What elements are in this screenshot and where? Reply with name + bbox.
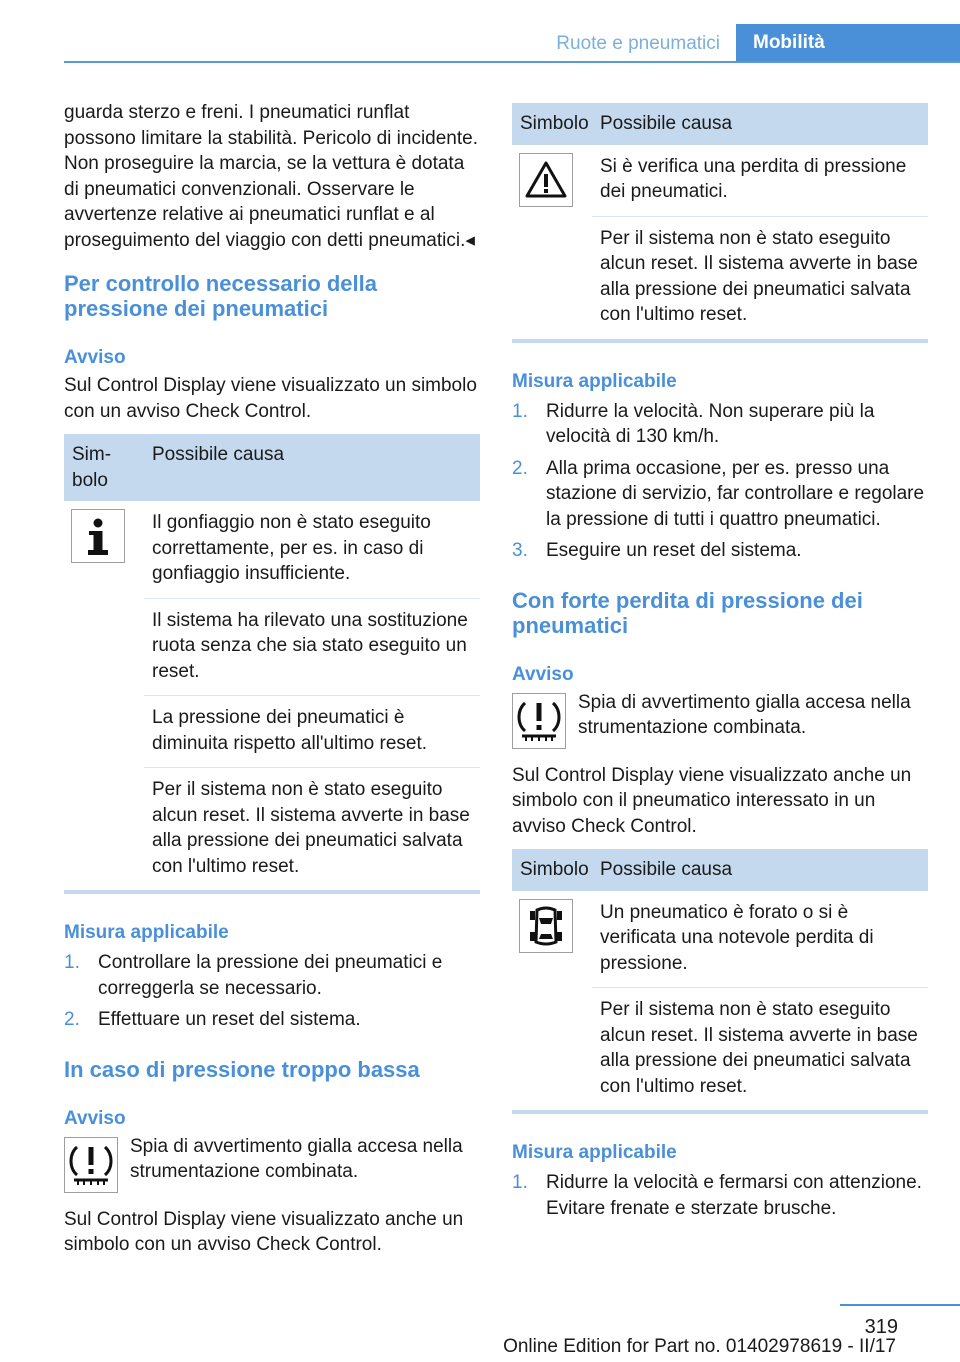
list-item <box>512 538 928 564</box>
cause-item: Per il sistema non è stato eseguito alcun reset. Il sistema avverte in base alla pressione dei pneumatici salvata con l'ultimo reset. <box>152 779 470 877</box>
table-row <box>64 501 480 890</box>
heading-check-pressure: Per controllo necessario della pressione dei pneumatici <box>64 271 378 321</box>
cause-list <box>144 501 480 890</box>
avviso-title: Avviso <box>512 663 574 685</box>
avviso-title: Avviso <box>64 1107 126 1129</box>
table-header-cause: Possibile causa <box>152 444 285 465</box>
warning-lamp-note <box>512 690 928 749</box>
list-item <box>512 456 928 533</box>
measure-title: Misura applicabile <box>512 1142 677 1163</box>
header-rule <box>64 61 960 63</box>
cause-item: La pressione dei pneumatici è diminuita rispetto all'ultimo reset. <box>144 696 480 768</box>
avviso-title: Avviso <box>64 347 126 368</box>
step-text: Eseguire un reset del sistema. <box>546 540 802 561</box>
step-number: 3. <box>512 540 528 561</box>
cause-item: Il gonfiaggio non è stato eseguito correttamente, per es. in caso di gonfiaggio insufficiente. <box>144 501 480 599</box>
table-header-symbol: Sim-bolo <box>72 444 112 491</box>
list-item <box>64 1007 480 1033</box>
symbol-cell <box>512 891 592 1111</box>
table-header <box>512 849 928 891</box>
symbol-cell <box>512 145 592 339</box>
table-row <box>512 145 928 339</box>
left-column <box>64 103 480 1258</box>
cause-item: Per il sistema non è stato eseguito alcun reset. Il sistema avverte in base alla pressione dei pneumatici salvata con l'ultimo reset. <box>600 227 918 325</box>
cause-table-warning <box>512 103 928 343</box>
tyre-pressure-warning-icon <box>512 693 566 749</box>
table-header <box>512 103 928 145</box>
cause-list <box>592 891 928 1111</box>
table-header-symbol: Simbolo <box>520 113 589 134</box>
warning-lamp-note <box>64 1134 480 1193</box>
symbol-cell <box>64 501 144 890</box>
tyre-pressure-warning-icon <box>64 1137 118 1193</box>
cause-table-tyre <box>512 849 928 1114</box>
step-text: Alla prima occasione, per es. presso una stazione di servizio, far controllare e regolare la pressione di tutti i quattro pneumatici. <box>546 457 925 530</box>
list-item <box>512 399 928 450</box>
table-header <box>64 434 480 501</box>
measure-steps <box>512 399 928 564</box>
list-item <box>512 1170 928 1221</box>
right-column <box>512 103 928 1221</box>
cause-item: Un pneumatico è forato o si è verificata una notevole perdita di pressione. <box>592 891 928 989</box>
edition-note: Online Edition for Part no. 01402978619 - II/17 <box>503 1336 896 1357</box>
step-number: 2. <box>64 1009 80 1030</box>
page-number: 319 <box>864 1316 898 1338</box>
footer-rule <box>840 1304 960 1306</box>
cause-list <box>592 145 928 339</box>
table-header-cause: Possibile causa <box>600 113 733 134</box>
info-icon <box>71 509 125 563</box>
list-item <box>64 950 480 1001</box>
step-number: 1. <box>64 952 80 973</box>
table-header-cause: Possibile causa <box>600 859 733 880</box>
running-header-section: Ruote e pneumatici <box>556 33 720 54</box>
warning-lamp-text: Spia di avvertimento gialla accesa nella strumentazione combinata. <box>578 691 911 738</box>
step-text: Ridurre la velocità. Non superare più la velocità di 130 km/h. <box>546 400 875 447</box>
measure-steps <box>64 950 480 1033</box>
cause-item: Si è verifica una perdita di pressione dei pneumatici. <box>592 145 928 217</box>
table-header-symbol: Simbolo <box>520 859 589 880</box>
cause-table-info <box>64 434 480 894</box>
measure-steps <box>512 1170 928 1221</box>
step-text: Effettuare un reset del sistema. <box>98 1009 361 1030</box>
measure-title: Misura applicabile <box>64 922 229 943</box>
avviso-text: Sul Control Display viene visualizzato anche un simbolo con un avviso Check Control. <box>64 1208 464 1255</box>
step-number: 2. <box>512 457 528 479</box>
step-number: 1. <box>512 1172 528 1193</box>
warning-triangle-icon <box>519 153 573 207</box>
step-text: Controllare la pressione dei pneumatici e correggerla se necessario. <box>98 952 443 999</box>
warning-lamp-text: Spia di avvertimento gialla accesa nella strumentazione combinata. <box>130 1135 463 1182</box>
table-row <box>512 891 928 1111</box>
avviso-text: Sul Control Display viene visualizzato un simbolo con un avviso Check Control. <box>64 375 477 422</box>
step-text: Ridurre la velocità e fermarsi con attenzione. Evitare frenate e sterzate brusche. <box>546 1172 922 1219</box>
heading-strong-pressure-loss: Con forte perdita di pressione dei pneumatici <box>512 587 863 638</box>
heading-low-pressure: In caso di pressione troppo bassa <box>64 1056 420 1082</box>
measure-title: Misura applicabile <box>512 370 677 392</box>
intro-paragraph: guarda sterzo e freni. I pneumatici runflat possono limitare la stabilità. Pericolo di incidente. Non proseguire la marcia, se la vettura è dotata di pneumatici convenzionali. Osservare le avvertenze relative ai pneumatici runflat e al proseguimento del viaggio con detti pneumatici.◂ <box>64 102 478 251</box>
car-tyre-icon <box>519 899 573 953</box>
running-header-chapter-tab: Mobilità <box>736 24 960 62</box>
avviso-text: Sul Control Display viene visualizzato anche un simbolo con il pneumatico interessato in un avviso Check Control. <box>512 764 912 837</box>
step-number: 1. <box>512 400 528 422</box>
cause-item: Per il sistema non è stato eseguito alcun reset. Il sistema avverte in base alla pressione dei pneumatici salvata con l'ultimo reset. <box>600 999 918 1097</box>
cause-item: Il sistema ha rilevato una sostituzione ruota senza che sia stato eseguito un reset. <box>144 599 480 697</box>
